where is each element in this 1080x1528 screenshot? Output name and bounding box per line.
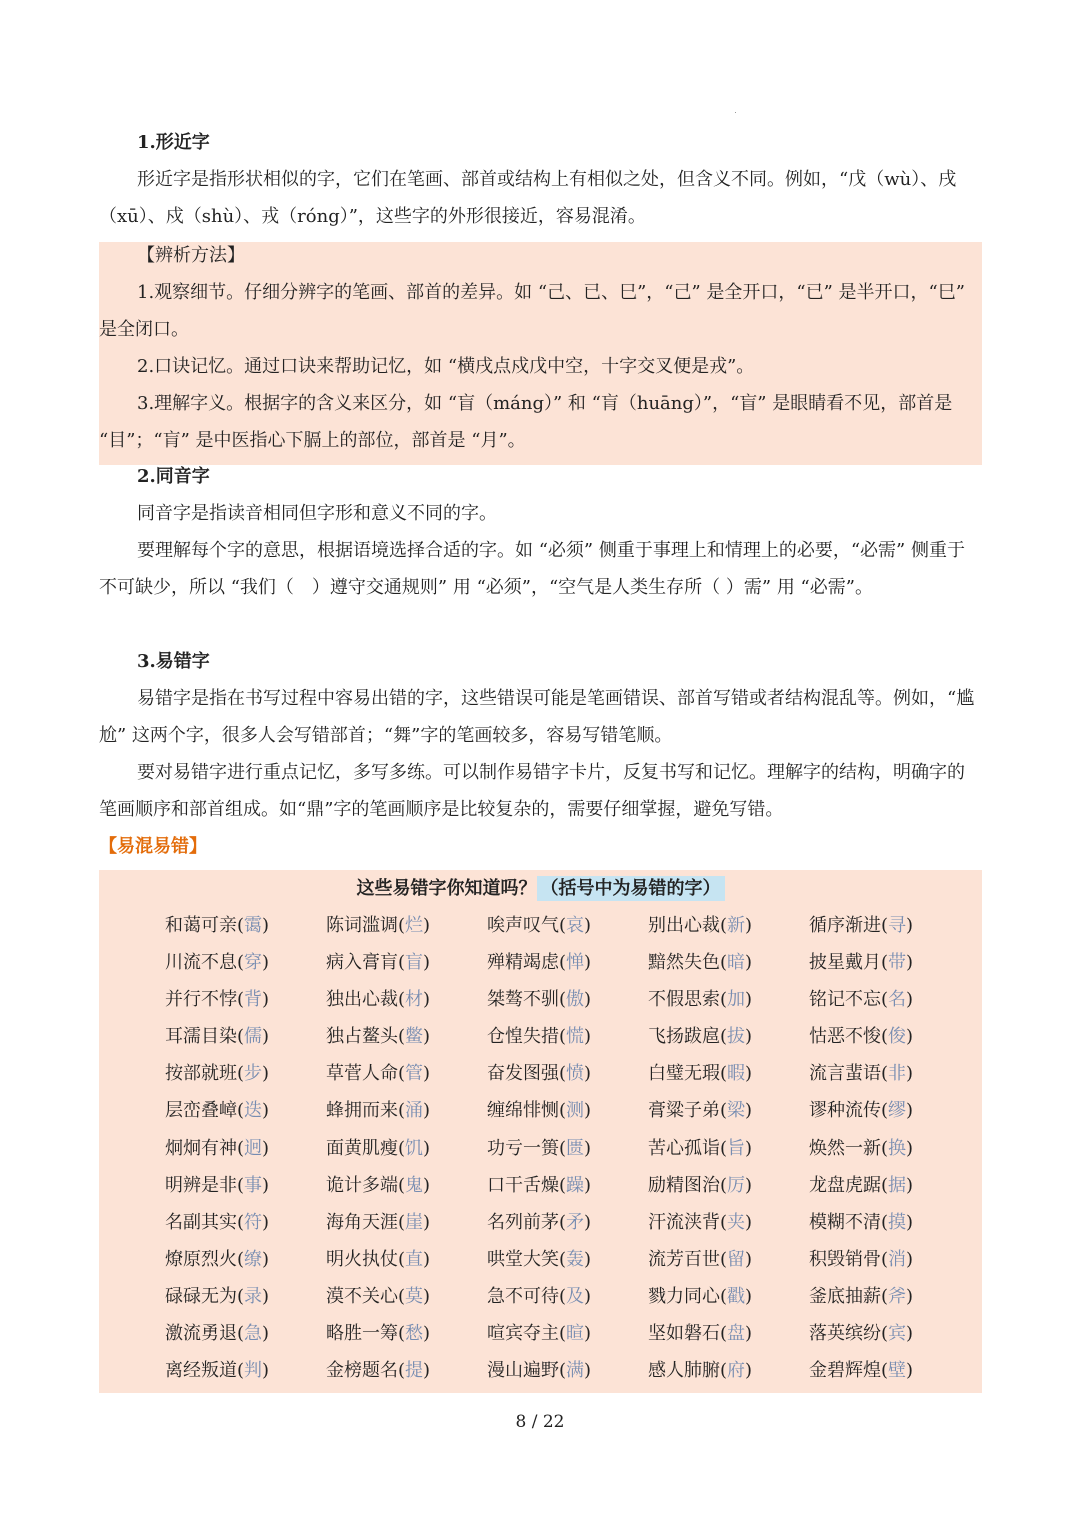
wrong-char: 惮	[566, 952, 585, 974]
idiom-cell: 功亏一篑(匮)	[487, 1137, 592, 1159]
wrong-char: 测	[566, 1100, 585, 1122]
wrong-char: 录	[244, 1285, 263, 1307]
idiom-cell: 怙恶不悛(俊)	[809, 1026, 914, 1048]
wrong-char: 傲	[566, 989, 585, 1011]
wrong-char: 换	[888, 1137, 907, 1159]
idiom-cell: 耳濡目染(儒)	[165, 1026, 270, 1048]
method-heading: 【辨析方法】	[137, 245, 245, 266]
table-row	[165, 944, 970, 981]
table-row	[165, 1092, 970, 1129]
wrong-char: 摸	[888, 1211, 907, 1233]
wrong-char: 步	[244, 1063, 263, 1085]
idiom-cell: 名副其实(符)	[165, 1211, 270, 1233]
idiom-word: 哄堂大笑	[487, 1248, 559, 1270]
wrong-char: 涌	[405, 1100, 424, 1122]
idiom-word: 碌碌无为	[165, 1285, 237, 1307]
idiom-cell: 不假思索(加)	[648, 989, 753, 1011]
idiom-word: 病入膏肓	[326, 952, 398, 974]
wrong-char: 哀	[566, 915, 585, 936]
wrong-char: 暄	[566, 1323, 585, 1345]
idiom-word: 陈词滥调	[326, 915, 398, 936]
wrong-char: 材	[405, 989, 424, 1011]
table-title-text: 这些易错字你知道吗？	[356, 878, 537, 899]
idiom-word: 殚精竭虑	[487, 952, 559, 974]
idiom-cell: 明辨是非(事)	[165, 1174, 270, 1196]
idiom-cell: 谬种流传(缪)	[809, 1100, 914, 1122]
idiom-word: 名列前茅	[487, 1211, 559, 1233]
wrong-char: 厉	[727, 1174, 746, 1196]
idiom-cell: 燎原烈火(缭)	[165, 1248, 270, 1270]
idiom-cell: 略胜一筹(愁)	[326, 1323, 431, 1345]
section3-title: 3.易错字	[137, 651, 210, 672]
method-box	[99, 242, 982, 465]
idiom-cell: 独占鳌头(鳖)	[326, 1026, 431, 1048]
idiom-word: 奋发图强	[487, 1063, 559, 1085]
idiom-cell: 白璧无瑕(暇)	[648, 1063, 753, 1085]
table-row	[165, 1315, 970, 1352]
wrong-char: 戳	[727, 1285, 746, 1307]
idiom-word: 并行不悖	[165, 989, 237, 1011]
table-row	[165, 1055, 970, 1092]
wrong-char: 匮	[566, 1137, 585, 1159]
idiom-word: 膏粱子弟	[648, 1100, 720, 1122]
wrong-char: 带	[888, 952, 907, 974]
wrong-char: 留	[727, 1248, 746, 1270]
idiom-cell: 碌碌无为(录)	[165, 1285, 270, 1307]
wrong-char: 消	[888, 1248, 907, 1270]
table-row	[165, 1130, 970, 1167]
idiom-cell: 落英缤纷(宾)	[809, 1323, 914, 1345]
wrong-char: 愤	[566, 1063, 585, 1085]
idiom-word: 金榜题名	[326, 1360, 398, 1382]
idiom-word: 别出心裁	[648, 915, 720, 936]
idiom-word: 独出心裁	[326, 989, 398, 1011]
idiom-cell: 釜底抽薪(斧)	[809, 1285, 914, 1307]
idiom-cell: 离经叛道(判)	[165, 1360, 270, 1382]
mix-heading: 【易混易错】	[99, 836, 207, 857]
idiom-word: 焕然一新	[809, 1137, 881, 1159]
wrong-char: 迭	[244, 1100, 263, 1122]
wrong-char: 暗	[727, 952, 746, 974]
idiom-word: 落英缤纷	[809, 1323, 881, 1345]
idiom-cell: 激流勇退(急)	[165, 1323, 270, 1345]
idiom-word: 积毁销骨	[809, 1248, 881, 1270]
table-row	[165, 1018, 970, 1055]
wrong-char: 及	[566, 1285, 585, 1307]
wrong-char: 符	[244, 1211, 263, 1233]
method-p3: 3.理解字义。根据字的含义来区分，如 “盲（máng）” 和 “肓（huāng）”，“盲” 是眼睛看不见，部首是 “目”；“肓” 是中医指心下膈上的部位，部首是 “月”。	[99, 393, 953, 451]
idiom-word: 不假思索	[648, 989, 720, 1011]
idiom-cell: 殚精竭虑(惮)	[487, 952, 592, 974]
wrong-char: 拔	[727, 1026, 746, 1048]
idiom-word: 戮力同心	[648, 1285, 720, 1307]
idiom-word: 川流不息	[165, 952, 237, 974]
idiom-word: 口干舌燥	[487, 1174, 559, 1196]
wrong-char: 提	[405, 1360, 424, 1382]
idiom-word: 模糊不清	[809, 1211, 881, 1233]
idiom-word: 坚如磐石	[648, 1323, 720, 1345]
wrong-char: 矛	[566, 1211, 585, 1233]
idiom-word: 诡计多端	[326, 1174, 398, 1196]
idiom-word: 草菅人命	[326, 1063, 398, 1085]
wrong-char: 霭	[244, 915, 263, 936]
idiom-cell: 戮力同心(戳)	[648, 1285, 753, 1307]
idiom-word: 急不可待	[487, 1285, 559, 1307]
method-p1: 1.观察细节。仔细分辨字的笔画、部首的差异。如 “己、已、巳”，“己” 是全开口，“已” 是半开口，“巳” 是全闭口。	[99, 282, 965, 340]
idiom-cell: 积毁销骨(消)	[809, 1248, 914, 1270]
idiom-word: 明火执仗	[326, 1248, 398, 1270]
idiom-cell: 漫山遍野(满)	[487, 1360, 592, 1382]
idiom-word: 独占鳌头	[326, 1026, 398, 1048]
idiom-word: 苦心孤诣	[648, 1137, 720, 1159]
section1-title: 1.形近字	[137, 132, 210, 153]
idiom-word: 海角天涯	[326, 1211, 398, 1233]
error-table	[99, 870, 982, 1393]
wrong-char: 鳖	[405, 1026, 424, 1048]
idiom-word: 名副其实	[165, 1211, 237, 1233]
idiom-word: 燎原烈火	[165, 1248, 237, 1270]
idiom-cell: 并行不悖(背)	[165, 989, 270, 1011]
idiom-cell: 循序渐进(寻)	[809, 915, 914, 936]
section3-p2: 要对易错字进行重点记忆，多写多练。可以制作易错字卡片，反复书写和记忆。理解字的结构，明确字的笔画顺序和部首组成。如“鼎”字的笔画顺序是比较复杂的，需要仔细掌握，避免写错。	[99, 762, 965, 820]
idiom-cell: 川流不息(穿)	[165, 952, 270, 974]
idiom-cell: 流芳百世(留)	[648, 1248, 753, 1270]
idiom-word: 漠不关心	[326, 1285, 398, 1307]
wrong-char: 宾	[888, 1323, 907, 1345]
wrong-char: 加	[727, 989, 746, 1011]
idiom-cell: 按部就班(步)	[165, 1063, 270, 1085]
idiom-cell: 层峦叠嶂(迭)	[165, 1100, 270, 1122]
idiom-cell: 汗流浃背(夹)	[648, 1211, 753, 1233]
idiom-word: 耳濡目染	[165, 1026, 237, 1048]
idiom-word: 激流勇退	[165, 1323, 237, 1345]
idiom-word: 面黄肌瘦	[326, 1137, 398, 1159]
idiom-word: 唉声叹气	[487, 915, 559, 936]
idiom-cell: 独出心裁(材)	[326, 989, 431, 1011]
idiom-cell: 名列前茅(矛)	[487, 1211, 592, 1233]
idiom-cell: 唉声叹气(哀)	[487, 915, 592, 936]
wrong-char: 俊	[888, 1026, 907, 1048]
idiom-cell: 膏粱子弟(梁)	[648, 1100, 753, 1122]
idiom-word: 功亏一篑	[487, 1137, 559, 1159]
table-row	[165, 1241, 970, 1278]
wrong-char: 迥	[244, 1137, 263, 1159]
idiom-word: 感人肺腑	[648, 1360, 720, 1382]
idiom-word: 按部就班	[165, 1063, 237, 1085]
idiom-cell: 缠绵悱恻(测)	[487, 1100, 592, 1122]
idiom-cell: 桀骜不驯(傲)	[487, 989, 592, 1011]
idiom-cell: 飞扬跋扈(拔)	[648, 1026, 753, 1048]
idiom-cell: 口干舌燥(躁)	[487, 1174, 592, 1196]
method-p2: 2.口诀记忆。通过口诀来帮助记忆，如 “横戌点戍戊中空，十字交叉便是戎”。	[137, 356, 755, 377]
wrong-char: 慌	[566, 1026, 585, 1048]
page-number: 8 / 22	[515, 1412, 565, 1432]
wrong-char: 事	[244, 1174, 263, 1196]
wrong-char: 判	[244, 1360, 263, 1382]
wrong-char: 背	[244, 989, 263, 1011]
idiom-word: 喧宾夺主	[487, 1323, 559, 1345]
idiom-word: 流芳百世	[648, 1248, 720, 1270]
idiom-word: 龙盘虎踞	[809, 1174, 881, 1196]
wrong-char: 愁	[405, 1323, 424, 1345]
wrong-char: 梁	[727, 1100, 746, 1122]
idiom-word: 金碧辉煌	[809, 1360, 881, 1382]
idiom-cell: 漠不关心(莫)	[326, 1285, 431, 1307]
idiom-cell: 黯然失色(暗)	[648, 952, 753, 974]
table-title	[99, 870, 982, 907]
idiom-cell: 流言蜚语(非)	[809, 1063, 914, 1085]
wrong-char: 轰	[566, 1248, 585, 1270]
wrong-char: 据	[888, 1174, 907, 1196]
table-row	[165, 1204, 970, 1241]
wrong-char: 饥	[405, 1137, 424, 1159]
wrong-char: 缭	[244, 1248, 263, 1270]
idiom-word: 蜂拥而来	[326, 1100, 398, 1122]
idiom-cell: 坚如磐石(盘)	[648, 1323, 753, 1345]
wrong-char: 夹	[727, 1211, 746, 1233]
idiom-cell: 陈词滥调(烂)	[326, 915, 431, 936]
idiom-cell: 蜂拥而来(涌)	[326, 1100, 431, 1122]
idiom-cell: 感人肺腑(府)	[648, 1360, 753, 1382]
section2-p1: 同音字是指读音相同但字形和意义不同的字。	[137, 503, 497, 524]
wrong-char: 崖	[405, 1211, 424, 1233]
wrong-char: 府	[727, 1360, 746, 1382]
wrong-char: 暇	[727, 1063, 746, 1085]
wrong-char: 躁	[566, 1174, 585, 1196]
idiom-word: 铭记不忘	[809, 989, 881, 1011]
idiom-cell: 诡计多端(鬼)	[326, 1174, 431, 1196]
wrong-char: 盘	[727, 1323, 746, 1345]
table-row	[165, 1278, 970, 1315]
section2-p2: 要理解每个字的意思，根据语境选择合适的字。如 “必须” 侧重于事理上和情理上的必要，“必需” 侧重于不可缺少，所以 “我们（ ）遵守交通规则” 用 “必须”，“空气是人类生存所（ ）需” 用 “必需”。	[99, 540, 965, 598]
idiom-word: 谬种流传	[809, 1100, 881, 1122]
idiom-cell: 金碧辉煌(壁)	[809, 1360, 914, 1382]
section2-title: 2.同音字	[137, 466, 210, 487]
idiom-word: 汗流浃背	[648, 1211, 720, 1233]
table-row	[165, 1167, 970, 1204]
wrong-char: 寻	[888, 915, 907, 936]
wrong-char: 盲	[405, 952, 424, 974]
idiom-word: 明辨是非	[165, 1174, 237, 1196]
idiom-word: 黯然失色	[648, 952, 720, 974]
idiom-word: 漫山遍野	[487, 1360, 559, 1382]
idiom-cell: 草菅人命(管)	[326, 1063, 431, 1085]
idiom-word: 略胜一筹	[326, 1323, 398, 1345]
idiom-cell: 喧宾夺主(暄)	[487, 1323, 592, 1345]
wrong-char: 儒	[244, 1026, 263, 1048]
wrong-char: 急	[244, 1323, 263, 1345]
idiom-word: 披星戴月	[809, 952, 881, 974]
idiom-cell: 明火执仗(直)	[326, 1248, 431, 1270]
wrong-char: 新	[727, 915, 746, 936]
wrong-char: 莫	[405, 1285, 424, 1307]
wrong-char: 壁	[888, 1360, 907, 1382]
idiom-word: 缠绵悱恻	[487, 1100, 559, 1122]
idiom-cell: 模糊不清(摸)	[809, 1211, 914, 1233]
idiom-cell: 海角天涯(崖)	[326, 1211, 431, 1233]
decor-dot	[735, 112, 736, 113]
idiom-cell: 励精图治(厉)	[648, 1174, 753, 1196]
wrong-char: 直	[405, 1248, 424, 1270]
idiom-word: 仓惶失措	[487, 1026, 559, 1048]
wrong-char: 旨	[727, 1137, 746, 1159]
idiom-word: 怙恶不悛	[809, 1026, 881, 1048]
idiom-cell: 苦心孤诣(旨)	[648, 1137, 753, 1159]
wrong-char: 烂	[405, 915, 424, 936]
table-grid	[165, 907, 970, 1389]
wrong-char: 斧	[888, 1285, 907, 1307]
idiom-cell: 焕然一新(换)	[809, 1137, 914, 1159]
idiom-cell: 铭记不忘(名)	[809, 989, 914, 1011]
idiom-cell: 炯炯有神(迥)	[165, 1137, 270, 1159]
idiom-cell: 龙盘虎踞(据)	[809, 1174, 914, 1196]
idiom-cell: 别出心裁(新)	[648, 915, 753, 936]
table-row	[165, 1352, 970, 1389]
idiom-word: 釜底抽薪	[809, 1285, 881, 1307]
table-row	[165, 907, 970, 944]
idiom-cell: 披星戴月(带)	[809, 952, 914, 974]
idiom-word: 层峦叠嶂	[165, 1100, 237, 1122]
idiom-cell: 奋发图强(愤)	[487, 1063, 592, 1085]
idiom-cell: 和蔼可亲(霭)	[165, 915, 270, 936]
wrong-char: 名	[888, 989, 907, 1011]
idiom-word: 离经叛道	[165, 1360, 237, 1382]
idiom-cell: 金榜题名(提)	[326, 1360, 431, 1382]
idiom-cell: 病入膏肓(盲)	[326, 952, 431, 974]
wrong-char: 穿	[244, 952, 263, 974]
idiom-word: 励精图治	[648, 1174, 720, 1196]
idiom-word: 流言蜚语	[809, 1063, 881, 1085]
idiom-word: 桀骜不驯	[487, 989, 559, 1011]
wrong-char: 缪	[888, 1100, 907, 1122]
wrong-char: 鬼	[405, 1174, 424, 1196]
idiom-cell: 哄堂大笑(轰)	[487, 1248, 592, 1270]
idiom-cell: 仓惶失措(慌)	[487, 1026, 592, 1048]
idiom-word: 白璧无瑕	[648, 1063, 720, 1085]
idiom-word: 炯炯有神	[165, 1137, 237, 1159]
section1-text: 形近字是指形状相似的字，它们在笔画、部首或结构上有相似之处，但含义不同。例如，“戊（wù）、戌（xū）、戍（shù）、戎（róng）”，这些字的外形很接近，容易混淆。	[99, 169, 957, 227]
idiom-word: 循序渐进	[809, 915, 881, 936]
table-row	[165, 981, 970, 1018]
section3-p1: 易错字是指在书写过程中容易出错的字，这些错误可能是笔画错误、部首写错或者结构混乱等。例如，“尴尬” 这两个字，很多人会写错部首；“舞”字的笔画较多，容易写错笔顺。	[99, 688, 975, 746]
wrong-char: 满	[566, 1360, 585, 1382]
wrong-char: 管	[405, 1063, 424, 1085]
idiom-cell: 面黄肌瘦(饥)	[326, 1137, 431, 1159]
wrong-char: 非	[888, 1063, 907, 1085]
idiom-word: 飞扬跋扈	[648, 1026, 720, 1048]
idiom-cell: 急不可待(及)	[487, 1285, 592, 1307]
table-title-highlight: （括号中为易错的字）	[537, 876, 725, 901]
idiom-word: 和蔼可亲	[165, 915, 237, 936]
